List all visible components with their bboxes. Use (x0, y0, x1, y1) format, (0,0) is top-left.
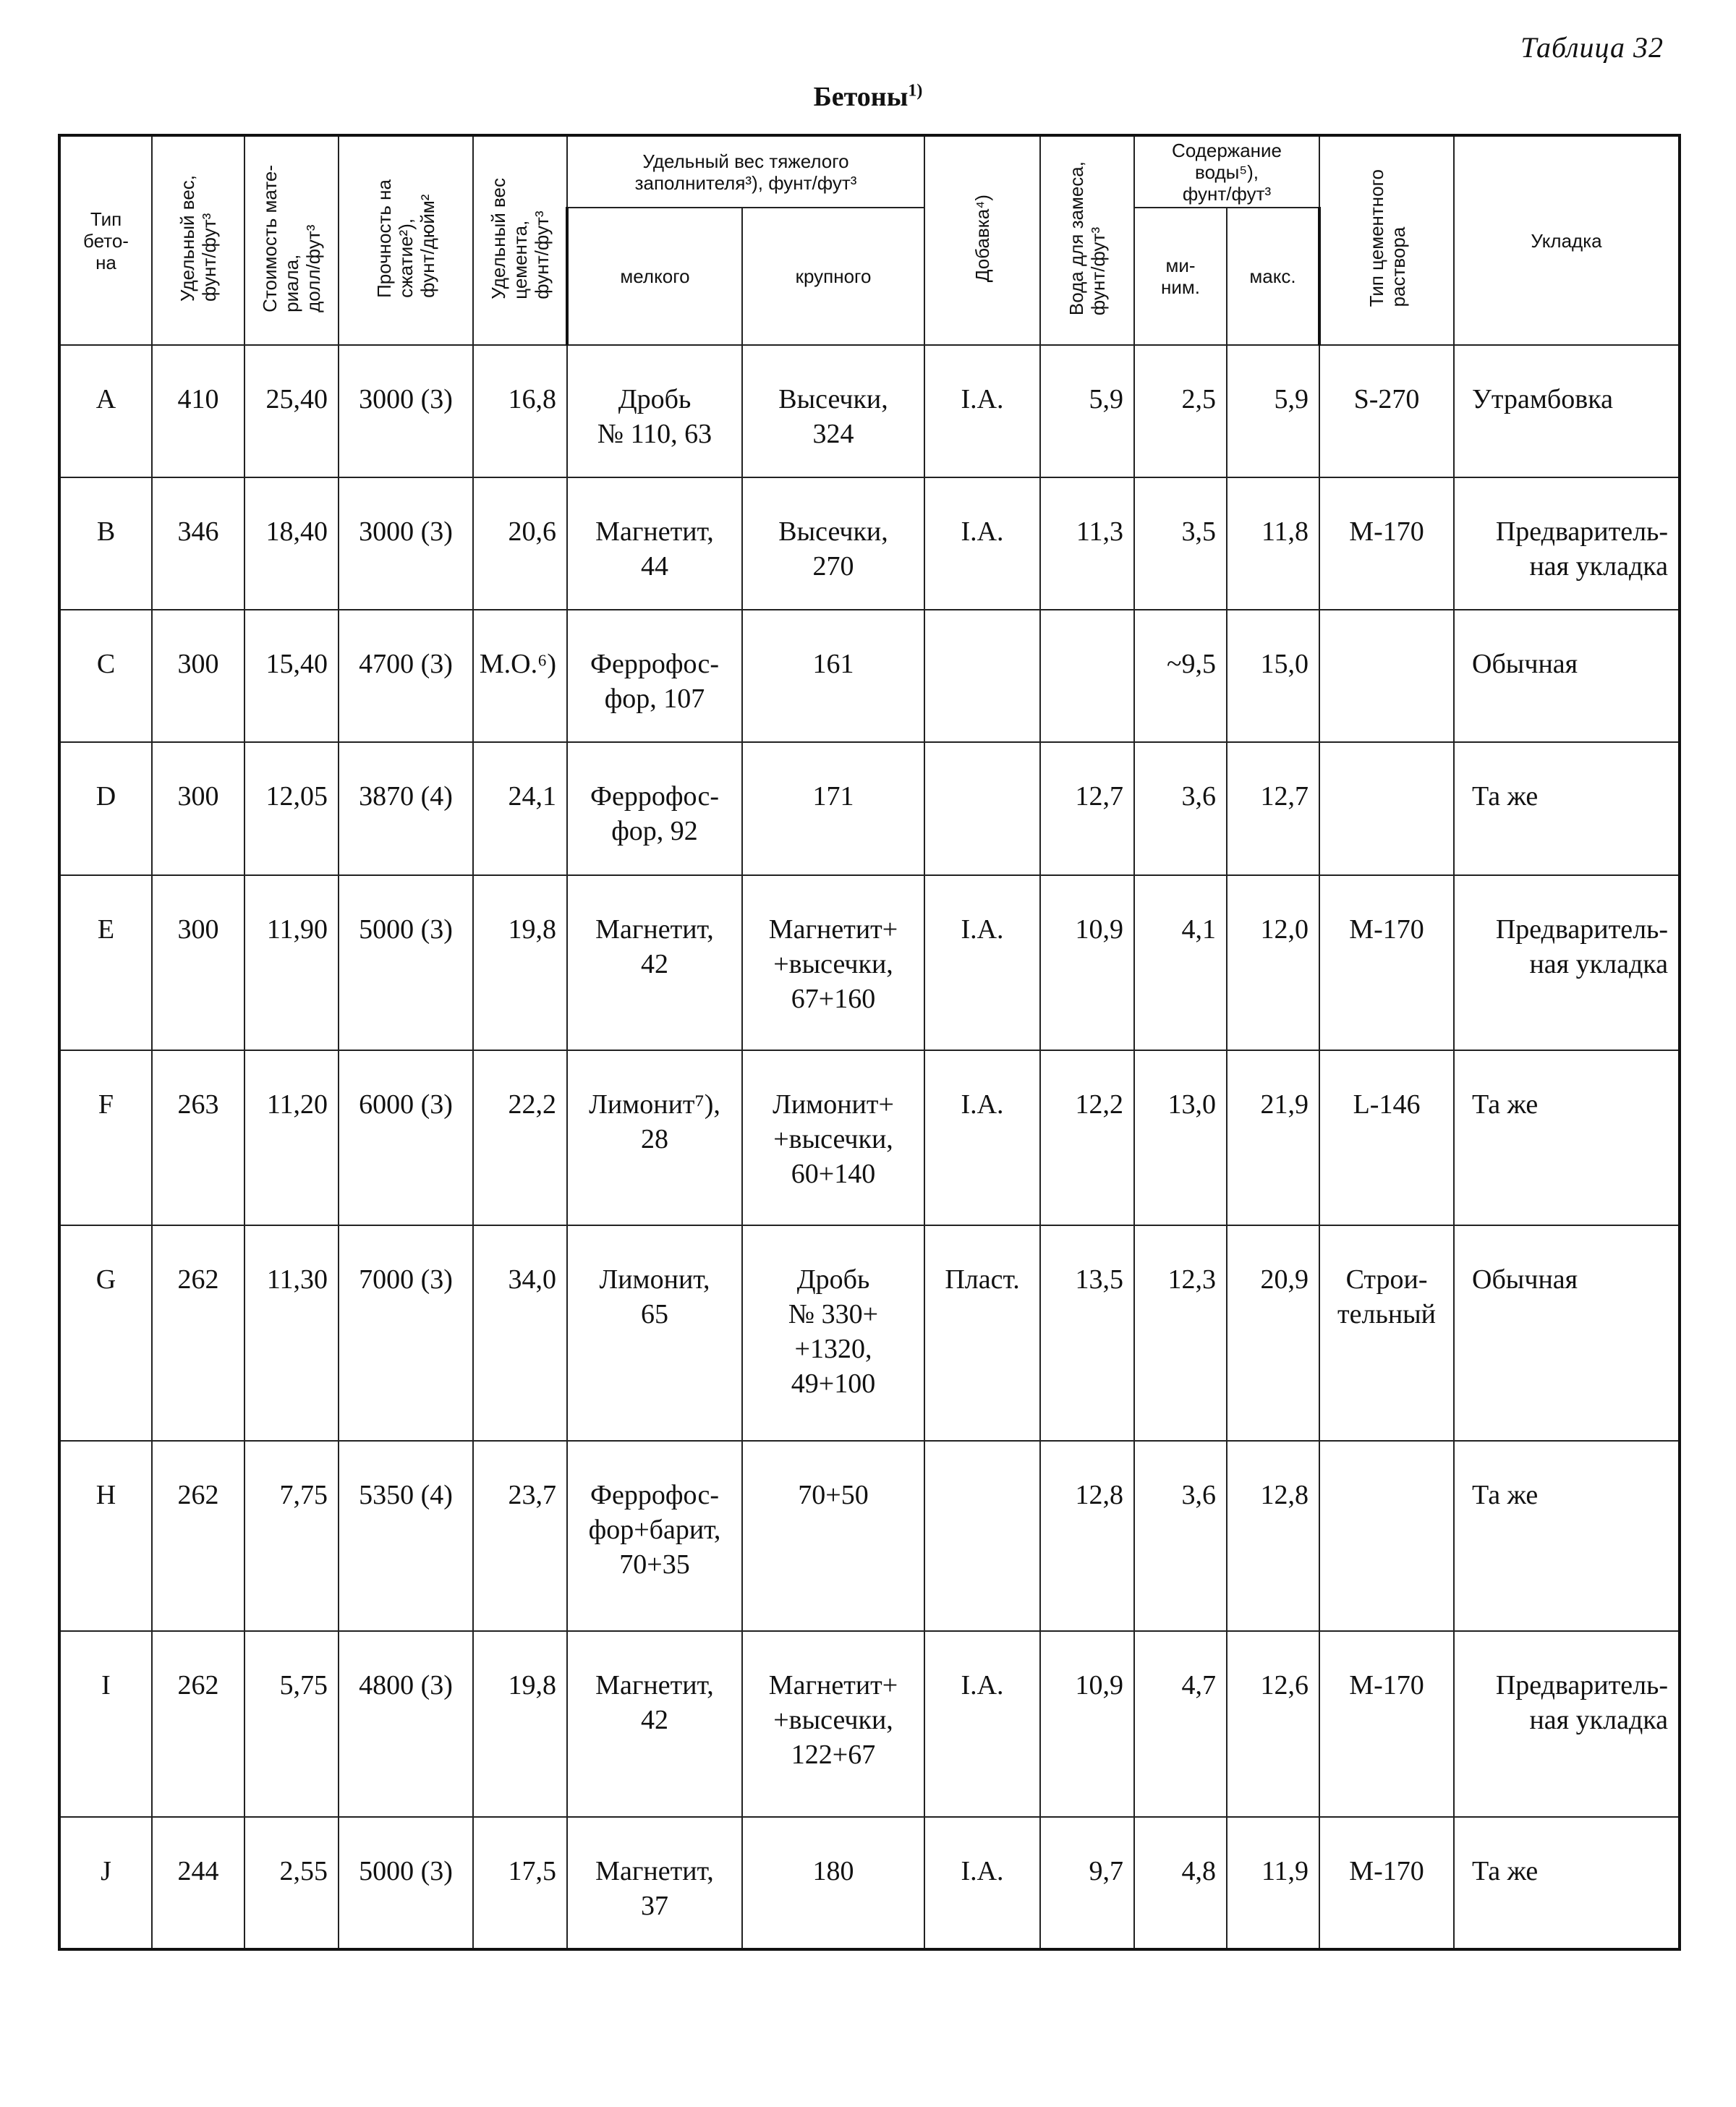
cell-unit-weight: 262 (152, 1441, 244, 1630)
table-title: Бетоны$^{1)}$ (813, 81, 923, 112)
cell-mortar (1319, 610, 1454, 742)
cell-strength: 5000 (3) (339, 875, 473, 1050)
cell-mortar: L-146 (1319, 1050, 1454, 1225)
cell-cement-weight: 34,0 (473, 1225, 567, 1441)
cell-mortar (1319, 742, 1454, 874)
col-header-aggregate-group: Удельный вес тяжелого заполнителя³), фунт/фут³ (567, 135, 924, 208)
table-row (59, 477, 1680, 610)
cell-water-max: 11,8 (1227, 477, 1319, 610)
col-header-max: макс. (1227, 208, 1319, 345)
cell-placement: Та же (1454, 1050, 1680, 1225)
cell-unit-weight: 263 (152, 1050, 244, 1225)
table-row (59, 875, 1680, 1050)
cell-water-max: 5,9 (1227, 345, 1319, 477)
col-header-type: Тип бето- на (59, 135, 152, 345)
cell-fine-aggregate: Магнетит, 44 (567, 477, 742, 610)
cell-coarse-aggregate: Дробь № 330+ +1320, 49+100 (742, 1225, 924, 1441)
cell-additive: I.A. (924, 1631, 1040, 1817)
cell-cost: 25,40 (244, 345, 339, 477)
col-header-unit-weight: Удельный вес, фунт/фут³ (152, 135, 244, 345)
cell-additive (924, 1441, 1040, 1630)
cell-cost: 5,75 (244, 1631, 339, 1817)
cell-cement-weight: 24,1 (473, 742, 567, 874)
cell-water: 10,9 (1040, 875, 1134, 1050)
cell-water-max: 12,6 (1227, 1631, 1319, 1817)
cell-water-min: 3,5 (1134, 477, 1227, 610)
cell-water: 9,7 (1040, 1817, 1134, 1949)
cell-fine-aggregate: Лимонит⁷), 28 (567, 1050, 742, 1225)
cell-water-max: 11,9 (1227, 1817, 1319, 1949)
cell-placement: Обычная (1454, 1225, 1680, 1441)
cell-type: A (59, 345, 152, 477)
table-row (59, 1050, 1680, 1225)
cell-water-min: 4,1 (1134, 875, 1227, 1050)
cell-coarse-aggregate: 70+50 (742, 1441, 924, 1630)
col-header-placement: Укладка (1454, 135, 1680, 345)
cell-unit-weight: 300 (152, 610, 244, 742)
cell-placement: Та же (1454, 1441, 1680, 1630)
cell-additive (924, 610, 1040, 742)
cell-water-max: 21,9 (1227, 1050, 1319, 1225)
cell-fine-aggregate: Магнетит, 42 (567, 1631, 742, 1817)
cell-water: 11,3 (1040, 477, 1134, 610)
col-header-min: ми- ним. (1134, 208, 1227, 345)
cell-cost: 2,55 (244, 1817, 339, 1949)
cell-type: C (59, 610, 152, 742)
cell-mortar: М-170 (1319, 875, 1454, 1050)
col-header-strength: Прочность на сжатие²), фунт/дюйм² (339, 135, 473, 345)
table-row (59, 1441, 1680, 1630)
cell-additive: I.A. (924, 875, 1040, 1050)
cell-strength: 3000 (3) (339, 477, 473, 610)
cell-fine-aggregate: Феррофос- фор, 92 (567, 742, 742, 874)
cell-fine-aggregate: Дробь № 110, 63 (567, 345, 742, 477)
cell-mortar: Строи- тельный (1319, 1225, 1454, 1441)
col-header-cost: Стоимость мате- риала, долл/фут³ (244, 135, 339, 345)
col-header-water: Вода для замеса, фунт/фут³ (1040, 135, 1134, 345)
cell-type: D (59, 742, 152, 874)
cell-type: G (59, 1225, 152, 1441)
cell-coarse-aggregate: Лимонит+ +высечки, 60+140 (742, 1050, 924, 1225)
cell-water: 13,5 (1040, 1225, 1134, 1441)
cell-cost: 12,05 (244, 742, 339, 874)
cell-strength: 5350 (4) (339, 1441, 473, 1630)
cell-cost: 11,30 (244, 1225, 339, 1441)
cell-mortar (1319, 1441, 1454, 1630)
cell-water-max: 12,8 (1227, 1441, 1319, 1630)
cell-placement: Та же (1454, 742, 1680, 874)
table-row (59, 742, 1680, 874)
cell-water: 10,9 (1040, 1631, 1134, 1817)
cell-coarse-aggregate: 161 (742, 610, 924, 742)
cell-type: H (59, 1441, 152, 1630)
table-row (59, 1225, 1680, 1441)
cell-unit-weight: 300 (152, 875, 244, 1050)
cell-cement-weight: 22,2 (473, 1050, 567, 1225)
cell-mortar: М-170 (1319, 1817, 1454, 1949)
cell-cement-weight: 19,8 (473, 1631, 567, 1817)
cell-type: I (59, 1631, 152, 1817)
cell-cost: 11,20 (244, 1050, 339, 1225)
cell-coarse-aggregate: 171 (742, 742, 924, 874)
cell-mortar: М-170 (1319, 1631, 1454, 1817)
cell-fine-aggregate: Феррофос- фор, 107 (567, 610, 742, 742)
cell-strength: 3000 (3) (339, 345, 473, 477)
cell-unit-weight: 410 (152, 345, 244, 477)
cell-coarse-aggregate: Высечки, 270 (742, 477, 924, 610)
cell-unit-weight: 244 (152, 1817, 244, 1949)
col-header-fine: мелкого (567, 208, 742, 345)
cell-cost: 7,75 (244, 1441, 339, 1630)
table-row (59, 345, 1680, 477)
cell-coarse-aggregate: 180 (742, 1817, 924, 1949)
cell-water-min: 13,0 (1134, 1050, 1227, 1225)
cell-placement: Утрамбовка (1454, 345, 1680, 477)
cell-water: 12,2 (1040, 1050, 1134, 1225)
cell-additive (924, 742, 1040, 874)
cell-placement: Та же (1454, 1817, 1680, 1949)
cell-placement: Предваритель- ная укладка (1454, 875, 1680, 1050)
cell-coarse-aggregate: Магнетит+ +высечки, 67+160 (742, 875, 924, 1050)
cell-fine-aggregate: Феррофос- фор+барит, 70+35 (567, 1441, 742, 1630)
cell-water: 12,7 (1040, 742, 1134, 874)
cell-water-min: 4,8 (1134, 1817, 1227, 1949)
table-number: Таблица 32 (1520, 31, 1664, 64)
cell-additive: Пласт. (924, 1225, 1040, 1441)
cell-unit-weight: 262 (152, 1225, 244, 1441)
cell-water-max: 20,9 (1227, 1225, 1319, 1441)
cell-mortar: М-170 (1319, 477, 1454, 610)
col-header-water-content-group: Содержание воды⁵), фунт/фут³ (1134, 135, 1319, 208)
cell-water-min: 2,5 (1134, 345, 1227, 477)
cell-strength: 3870 (4) (339, 742, 473, 874)
col-header-mortar: Тип цементного раствора (1319, 135, 1454, 345)
cell-water: 12,8 (1040, 1441, 1134, 1630)
cell-unit-weight: 300 (152, 742, 244, 874)
cell-additive: I.A. (924, 345, 1040, 477)
cell-water-max: 15,0 (1227, 610, 1319, 742)
concrete-table (58, 134, 1681, 1951)
cell-type: F (59, 1050, 152, 1225)
cell-cement-weight: 23,7 (473, 1441, 567, 1630)
cell-water-min: 4,7 (1134, 1631, 1227, 1817)
table-row (59, 610, 1680, 742)
col-header-coarse: крупного (742, 208, 924, 345)
cell-placement: Обычная (1454, 610, 1680, 742)
cell-additive: I.A. (924, 1817, 1040, 1949)
cell-water: 5,9 (1040, 345, 1134, 477)
cell-fine-aggregate: Магнетит, 37 (567, 1817, 742, 1949)
cell-strength: 7000 (3) (339, 1225, 473, 1441)
cell-coarse-aggregate: Высечки, 324 (742, 345, 924, 477)
cell-type: J (59, 1817, 152, 1949)
cell-type: B (59, 477, 152, 610)
cell-additive: I.A. (924, 1050, 1040, 1225)
cell-fine-aggregate: Лимонит, 65 (567, 1225, 742, 1441)
cell-water-min: 3,6 (1134, 1441, 1227, 1630)
cell-water-max: 12,7 (1227, 742, 1319, 874)
cell-placement: Предваритель- ная укладка (1454, 1631, 1680, 1817)
cell-water-max: 12,0 (1227, 875, 1319, 1050)
cell-strength: 4700 (3) (339, 610, 473, 742)
cell-cement-weight: 19,8 (473, 875, 567, 1050)
cell-cement-weight: 16,8 (473, 345, 567, 477)
cell-mortar: S-270 (1319, 345, 1454, 477)
cell-placement: Предваритель- ная укладка (1454, 477, 1680, 610)
cell-coarse-aggregate: Магнетит+ +высечки, 122+67 (742, 1631, 924, 1817)
col-header-additive: Добавка⁴) (924, 135, 1040, 345)
cell-unit-weight: 262 (152, 1631, 244, 1817)
cell-additive: I.A. (924, 477, 1040, 610)
table-row (59, 1817, 1680, 1949)
cell-cement-weight: 17,5 (473, 1817, 567, 1949)
cell-type: E (59, 875, 152, 1050)
cell-water-min: 3,6 (1134, 742, 1227, 874)
cell-unit-weight: 346 (152, 477, 244, 610)
cell-water-min: 12,3 (1134, 1225, 1227, 1441)
table-row (59, 1631, 1680, 1817)
cell-strength: 6000 (3) (339, 1050, 473, 1225)
cell-cost: 18,40 (244, 477, 339, 610)
cell-cement-weight: 20,6 (473, 477, 567, 610)
cell-water-min: ~9,5 (1134, 610, 1227, 742)
cell-strength: 4800 (3) (339, 1631, 473, 1817)
cell-water (1040, 610, 1134, 742)
cell-fine-aggregate: Магнетит, 42 (567, 875, 742, 1050)
cell-strength: 5000 (3) (339, 1817, 473, 1949)
cell-cement-weight: М.О.⁶) (473, 610, 567, 742)
cell-cost: 15,40 (244, 610, 339, 742)
col-header-cement-weight: Удельный вес цемента, фунт/фут³ (473, 135, 567, 345)
cell-cost: 11,90 (244, 875, 339, 1050)
